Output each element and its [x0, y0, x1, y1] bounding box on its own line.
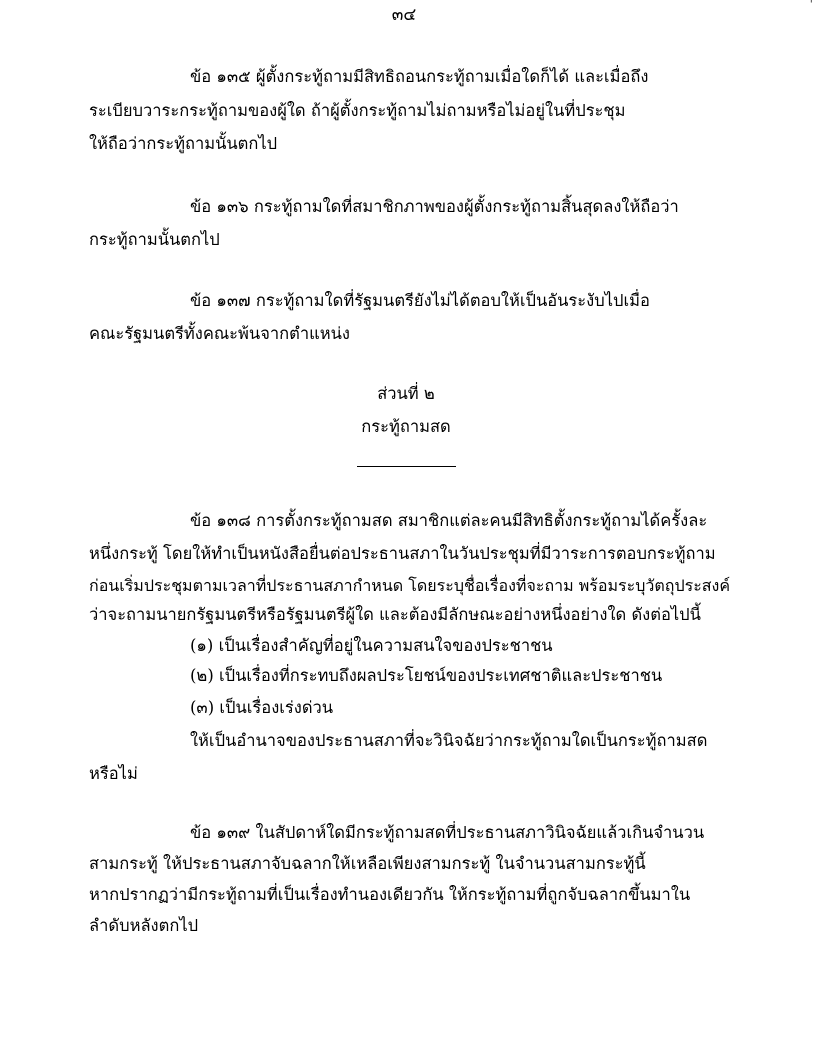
page-number: ๓๔: [391, 5, 417, 25]
article-138-closing-2: หรือไม่: [89, 764, 138, 783]
article-135-line-2: ระเบียบวาระกระทู้ถามของผู้ใด ถ้าผู้ตั้งกระทู้ถามไม่ถามหรือไม่อยู่ในที่ประชุม: [89, 101, 626, 120]
article-137-line-2: คณะรัฐมนตรีทั้งคณะพ้นจากตำแหน่ง: [89, 324, 350, 343]
article-138-line-4: ว่าจะถามนายกรัฐมนตรีหรือรัฐมนตรีผู้ใด และต้องมีลักษณะอย่างหนึ่งอย่างใด ดังต่อไปนี้: [89, 605, 701, 624]
article-136-line-2: กระทู้ถามนั้นตกไป: [89, 230, 220, 249]
article-138-item-2: (๒) เป็นเรื่องที่กระทบถึงผลประโยชน์ของประเทศชาติและประชาชน: [190, 666, 663, 685]
article-138-closing-1: ให้เป็นอำนาจของประธานสภาที่จะวินิจฉัยว่ากระทู้ถามใดเป็นกระทู้ถามสด: [190, 731, 708, 750]
article-138-item-3: (๓) เป็นเรื่องเร่งด่วน: [190, 698, 334, 717]
article-135-line-1: ข้อ ๑๓๕ ผู้ตั้งกระทู้ถามมีสิทธิถอนกระทู้ถามเมื่อใดก็ได้ และเมื่อถึง: [190, 67, 649, 86]
article-139-line-4: ลำดับหลังตกไป: [89, 916, 199, 935]
heading-rule: [357, 466, 456, 467]
article-137-line-1: ข้อ ๑๓๗ กระทู้ถามใดที่รัฐมนตรียังไม่ได้ตอบให้เป็นอันระงับไปเมื่อ: [190, 291, 650, 310]
article-138-item-1: (๑) เป็นเรื่องสำคัญที่อยู่ในความสนใจของประชาชน: [190, 636, 553, 655]
article-136-line-1: ข้อ ๑๓๖ กระทู้ถามใดที่สมาชิกภาพของผู้ตั้งกระทู้ถามสิ้นสุดลงให้ถือว่า: [190, 197, 679, 216]
article-139-line-3: หากปรากฏว่ามีกระทู้ถามที่เป็นเรื่องทำนองเดียวกัน ให้กระทู้ถามที่ถูกจับฉลากขึ้นมาใน: [89, 885, 691, 904]
article-138-line-1: ข้อ ๑๓๘ การตั้งกระทู้ถามสด สมาชิกแต่ละคนมีสิทธิตั้งกระทู้ถามได้ครั้งละ: [190, 511, 708, 530]
article-139-line-1: ข้อ ๑๓๙ ในสัปดาห์ใดมีกระทู้ถามสดที่ประธานสภาวินิจฉัยแล้วเกินจำนวน: [190, 823, 705, 842]
article-139-line-2: สามกระทู้ ให้ประธานสภาจับฉลากให้เหลือเพียงสามกระทู้ ในจำนวนสามกระทู้นี้: [89, 854, 646, 873]
corner-mark: ': [810, 0, 813, 10]
part-2-heading: ส่วนที่ ๒: [377, 384, 435, 403]
article-135-line-3: ให้ถือว่ากระทู้ถามนั้นตกไป: [89, 134, 278, 153]
article-138-line-2: หนึ่งกระทู้ โดยให้ทำเป็นหนังสือยื่นต่อประธานสภาในวันประชุมที่มีวาระการตอบกระทู้ถาม: [89, 544, 716, 563]
article-138-line-3: ก่อนเริ่มประชุมตามเวลาที่ประธานสภากำหนด โดยระบุชื่อเรื่องที่จะถาม พร้อมระบุวัตถุประสงค์: [89, 576, 731, 595]
part-2-title: กระทู้ถามสด: [361, 417, 451, 436]
